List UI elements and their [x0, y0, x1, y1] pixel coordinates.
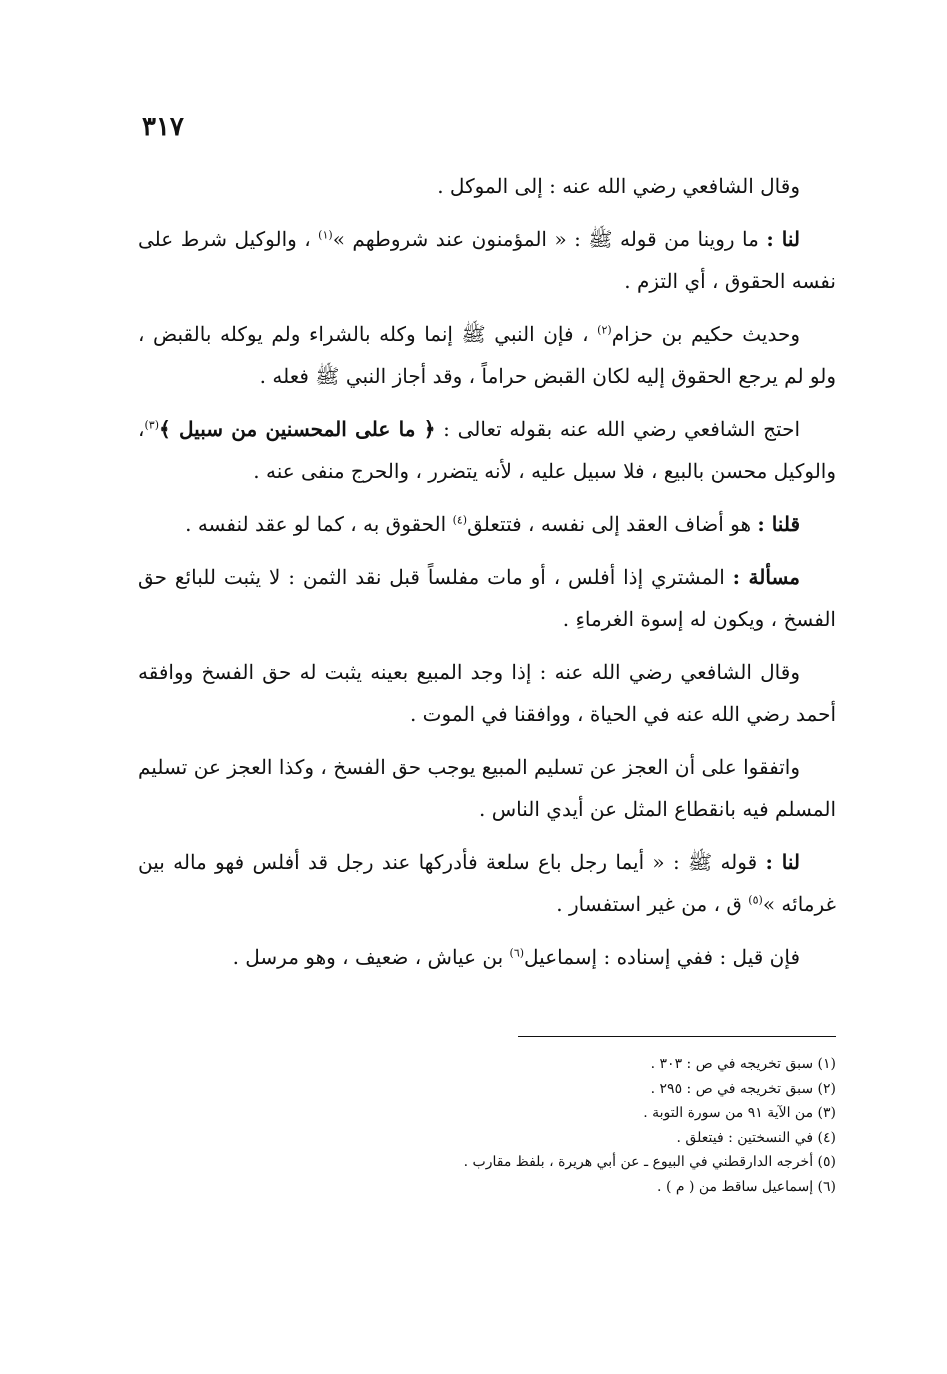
- paragraph-text: احتج الشافعي رضي الله عنه بقوله تعالى :: [435, 417, 801, 441]
- paragraph-text: الحقوق به ، كما لو عقد لنفسه .: [185, 512, 453, 536]
- footnote: (٥) أخرجه الدارقطني في البيوع ـ عن أبي هريرة ، بلفظ مقارب .: [463, 1154, 836, 1171]
- footnote: (١) سبق تخريجه في ص : ٣٠٣ .: [650, 1056, 836, 1072]
- footnote-ref: (٢): [597, 323, 612, 337]
- paragraph-text: فإن قيل : ففي إسناده : إسماعيل: [524, 945, 800, 969]
- paragraph-text: واتفقوا على أن العجز عن تسليم المبيع يوجب حق الفسخ ، وكذا العجز عن تسليم المسلم فيه بانقطاع المثل عن أيدي الناس .: [137, 755, 836, 821]
- paragraph-text: وقال الشافعي رضي الله عنه : إذا وجد المبيع بعينه يثبت له حق الفسخ ووافقه أحمد رضي الله عنه في الحياة ، ووافقنا في الموت .: [138, 660, 836, 726]
- paragraph-text: هو أضاف العقد إلى نفسه ، فتتعلق: [467, 512, 758, 536]
- footnote-ref: (٥): [748, 893, 763, 907]
- paragraph-text: بن عياش ، ضعيف ، وهو مرسل .: [232, 945, 510, 969]
- paragraph-text: ، والوكيل شرط على نفسه الحقوق ، أي التزم .: [138, 227, 836, 293]
- quran-quote: ﴿ ما على المحسنين من سبيل ﴾: [158, 417, 436, 441]
- paragraph-text: ، والوكيل محسن بالبيع ، فلا سبيل عليه ، لأنه يتضرر ، والحرج منفى عنه .: [138, 417, 836, 483]
- paragraph: [138, 408, 836, 492]
- paragraph: [138, 746, 836, 830]
- paragraph: [138, 503, 836, 545]
- page-number: ٣١٧: [142, 112, 184, 142]
- paragraph-text: ق ، من غير استفسار .: [556, 892, 749, 916]
- paragraph-text: وحديث حكيم بن حزام: [611, 322, 800, 346]
- paragraph-lead: قلنا :: [757, 512, 800, 536]
- paragraph-text: ما روينا من قوله ﷺ : « المؤمنون عند شروطهم »: [332, 227, 767, 251]
- paragraph-lead: لنا :: [766, 227, 800, 251]
- footnote-divider: [518, 1036, 836, 1037]
- paragraph: [138, 651, 836, 735]
- paragraph-text: المشتري إذا أفلس ، أو مات مفلساً قبل نقد الثمن : لا يثبت للبائع حق الفسخ ، ويكون له إسوة الغرماءِ .: [138, 565, 836, 631]
- footnote-ref: (٤): [452, 513, 468, 527]
- paragraph: [138, 936, 836, 978]
- paragraph: [138, 556, 836, 640]
- paragraph-text: قوله ﷺ : « أيما رجل باع سلعة فأدركها عند رجل قد أفلس فهو ماله بين غرمائه »: [138, 850, 836, 916]
- main-text: [138, 165, 836, 989]
- paragraph-lead: مسألة :: [732, 565, 800, 589]
- footnote: (٤) في النسختين : فيتعلق .: [676, 1129, 836, 1146]
- footnotes: [300, 1052, 836, 1200]
- footnote-ref: (١): [318, 228, 333, 242]
- paragraph: [138, 218, 836, 302]
- footnote: (٦) إسماعيل ساقط من ( م ) .: [657, 1178, 836, 1195]
- footnote: (٢) سبق تخريجه في ص : ٢٩٥ .: [650, 1080, 836, 1097]
- paragraph: [138, 165, 836, 207]
- paragraph: [138, 841, 836, 925]
- footnote-ref: (٣): [144, 418, 159, 432]
- paragraph: [138, 313, 836, 397]
- paragraph-text: وقال الشافعي رضي الله عنه : إلى الموكل .: [437, 174, 800, 198]
- paragraph-lead: لنا :: [765, 850, 800, 874]
- footnote: (٣) من الآية ٩١ من سورة التوبة .: [643, 1105, 836, 1122]
- paragraph-text: ، فإن النبي ﷺ إنما وكله بالشراء ولم يوكله بالقبض ، ولو لم يرجع الحقوق إليه لكان القبض حراماً ، وقد أجاز النبي ﷺ فعله .: [138, 322, 836, 388]
- footnote-ref: (٦): [509, 946, 525, 960]
